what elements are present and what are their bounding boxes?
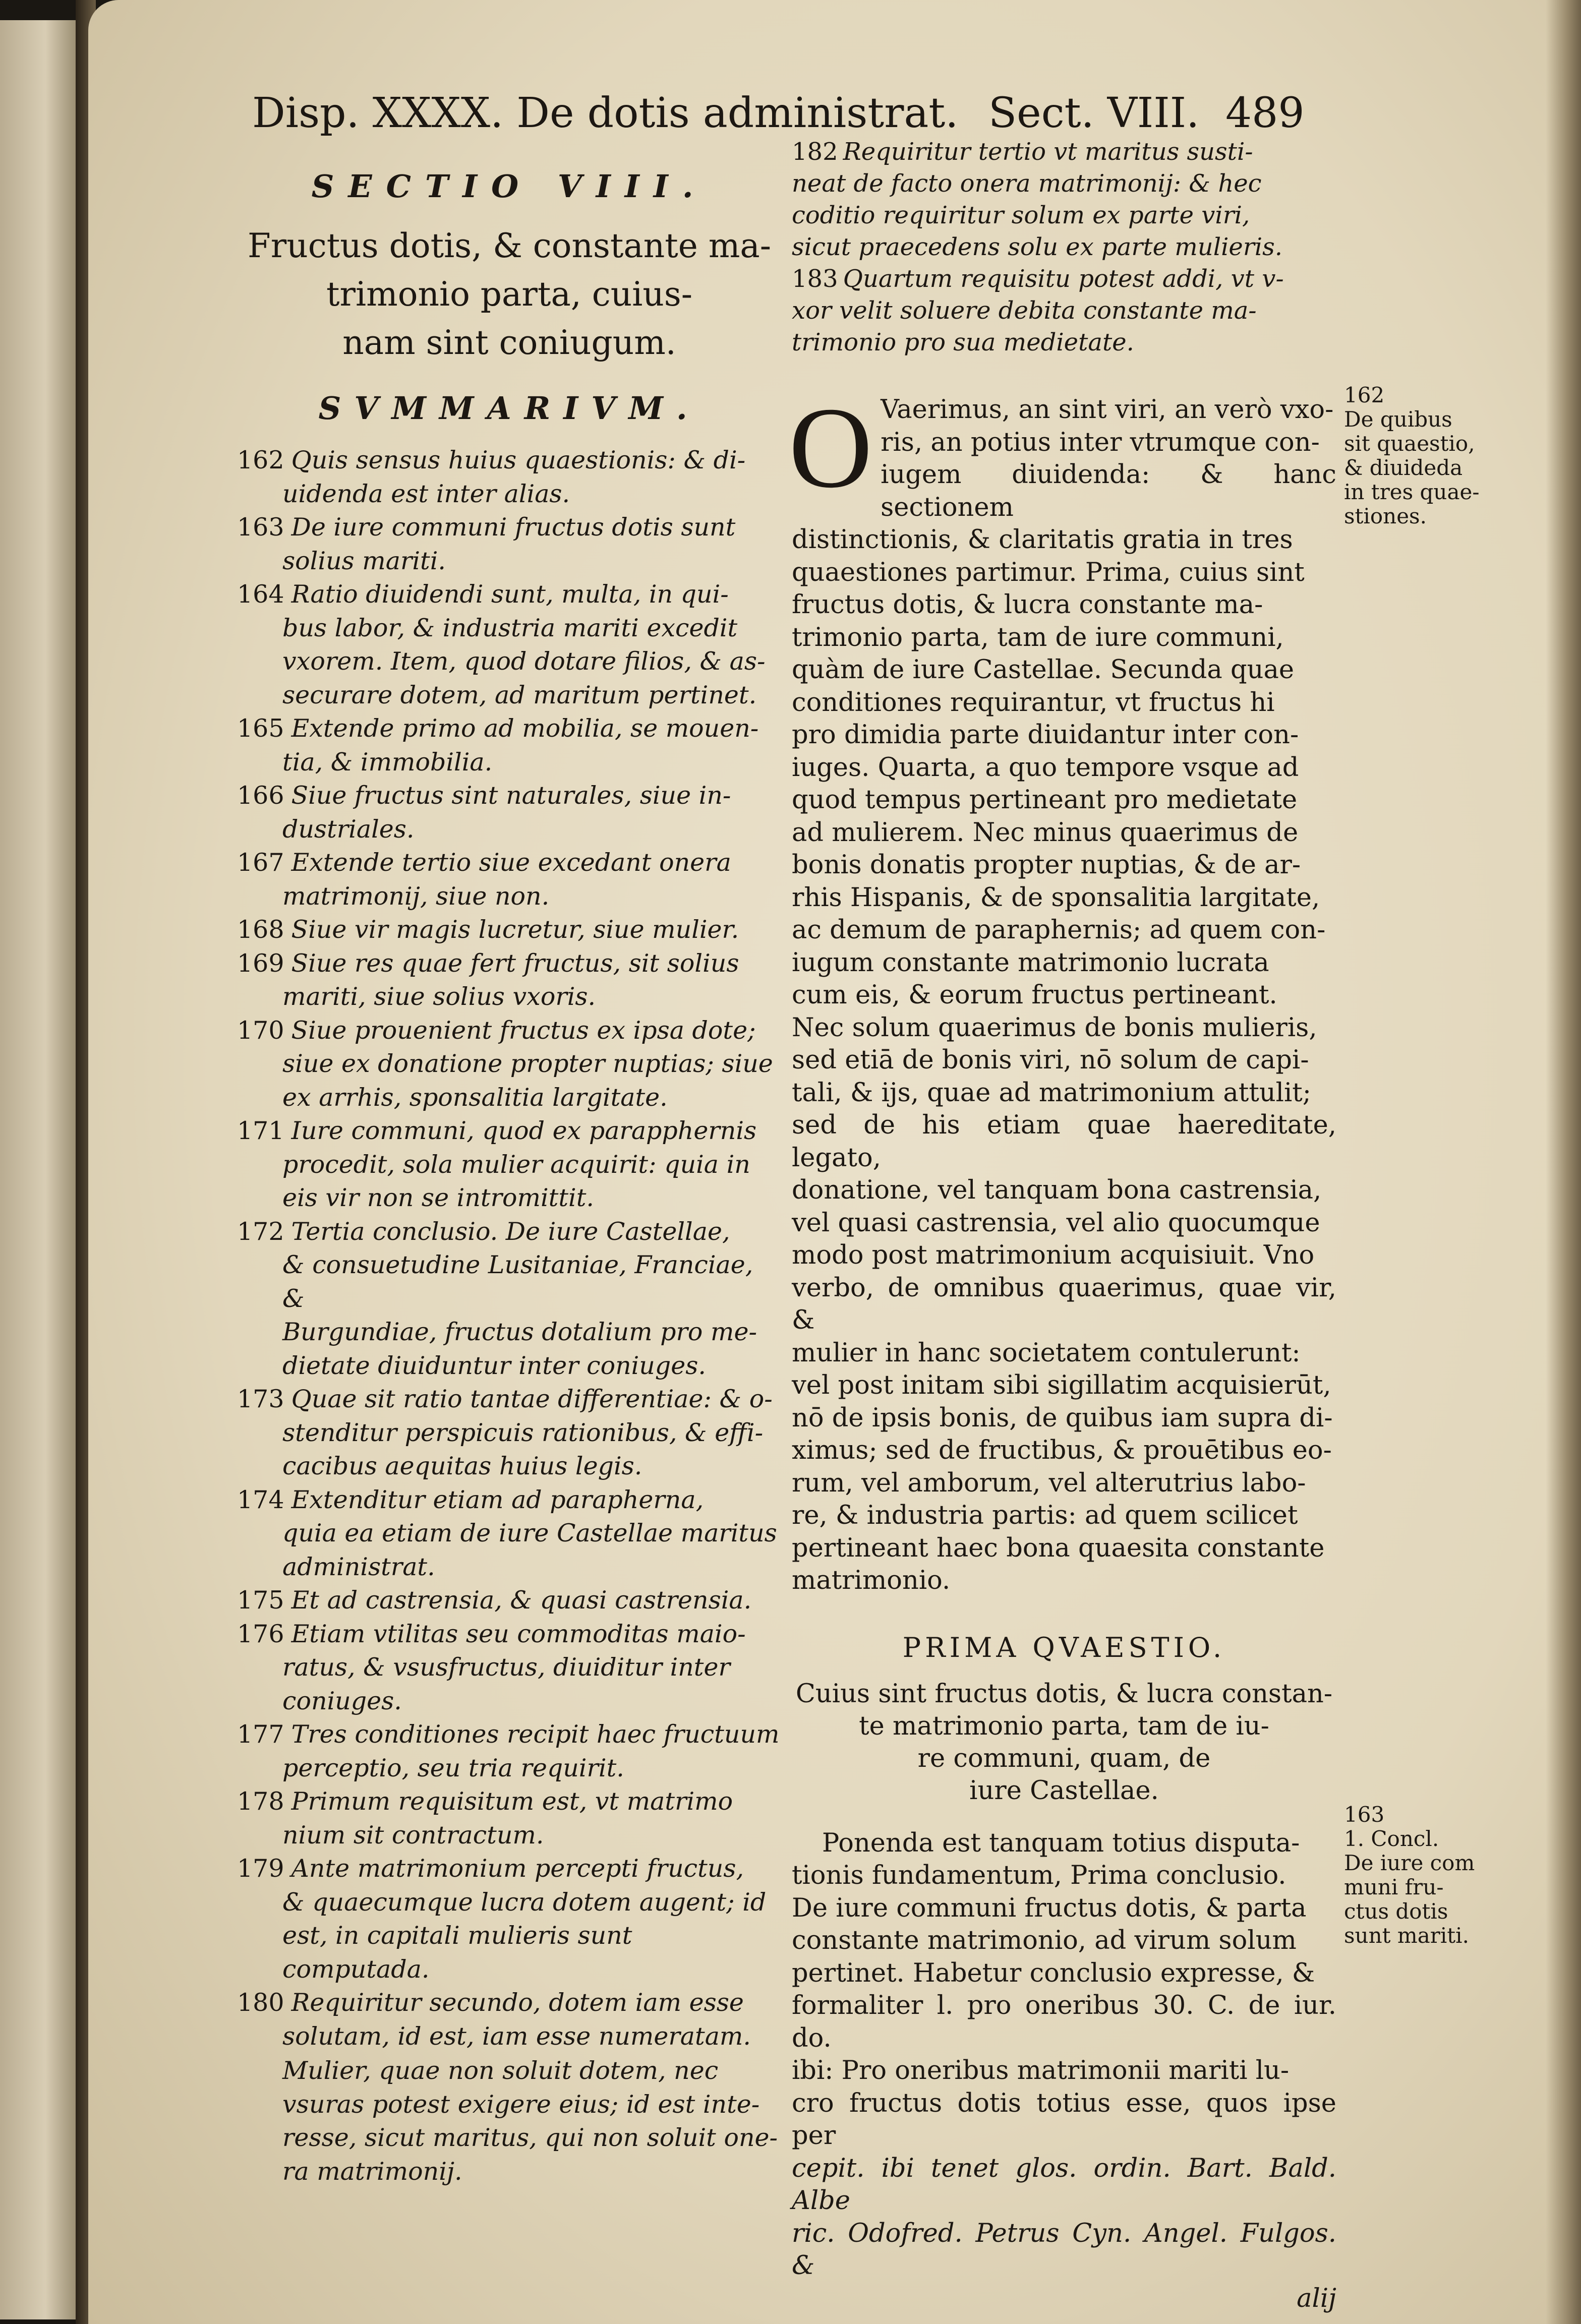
summary-tail (237, 2054, 782, 2188)
main-paragraph-line: iugum constante matrimonio lucrata (792, 947, 1269, 978)
question-heading-line: re communi, quam, de (917, 1743, 1211, 1773)
main-paragraph-line: pro dimidia parte diuidantur inter con- (792, 720, 1299, 750)
summary-item-number: 172 (237, 1217, 284, 1246)
summary-item-number: 167 (237, 848, 284, 877)
summary-item-first-line (237, 712, 782, 746)
main-paragraph-line: tali, & ijs, quae ad matrimonium attulit; (792, 1078, 1311, 1108)
summary-item-number: 175 (237, 1586, 284, 1615)
summary-item-first-line (237, 947, 782, 981)
running-header (252, 86, 1336, 141)
summary-item-text: Siue prouenient fructus ex ipsa dote; (291, 1016, 756, 1045)
summary-item (237, 1718, 782, 1785)
summary-item-continuation: securare dotem, ad maritum pertinet. (282, 680, 757, 709)
main-paragraph-line: ac demum de paraphernis; ad quem con- (792, 915, 1326, 945)
main-paragraph-line: quaestiones partimur. Prima, cuius sint (792, 557, 1305, 587)
summary-item-continuation: administrat. (282, 1552, 435, 1581)
main-paragraph-line: verbo, de omnibus quaerimus, quae vir, & (792, 1273, 1336, 1335)
requisite-line (792, 263, 1336, 295)
summary-item-continuation: coniuges. (282, 1686, 402, 1715)
summary-item-number: 166 (237, 781, 284, 810)
summary-item-first-line (237, 1584, 782, 1618)
main-paragraph-line: cum eis, & eorum fructus pertineant. (792, 980, 1277, 1010)
summary-item-first-line (237, 1785, 782, 1819)
summary-item (237, 1383, 782, 1483)
summary-item-number: 168 (237, 915, 284, 944)
final-paragraph-line: pertinet. Habetur conclusio expresse, & (792, 1958, 1315, 1988)
margin-note-line: De quibus (1344, 407, 1452, 432)
main-paragraph-line: ad mulierem. Nec minus quaerimus de (792, 817, 1299, 848)
summary-item-continuation: cacibus aequitas huius legis. (282, 1452, 642, 1480)
summary-item-text: Iure communi, quod ex parapphernis (291, 1116, 757, 1145)
summary-item-text: Extende tertio siue excedant onera (291, 848, 731, 877)
summary-item-text: Extende primo ad mobilia, se mouen- (291, 714, 759, 743)
drop-cap: O (789, 383, 873, 512)
margin-note-line: muni fru- (1344, 1875, 1444, 1899)
margin-note-line: 162 (1344, 383, 1385, 407)
final-paragraph-line: tionis fundamentum, Prima conclusio. (792, 1861, 1286, 1890)
requisite-line (792, 136, 1336, 168)
summary-item (237, 1618, 782, 1718)
summary-item-number: 180 (237, 1988, 284, 2017)
margin-note-line: sunt mariti. (1344, 1923, 1469, 1948)
final-paragraph-line: De iure communi fructus dotis, & parta (792, 1893, 1307, 1923)
page-number: 489 (1225, 89, 1305, 137)
summary-item-continuation: uidenda est inter alias. (282, 479, 570, 508)
summary-item-continuation: tia, & immobilia. (282, 747, 493, 777)
requisite-text: trimonio pro sua medietate. (792, 328, 1134, 356)
left-column (237, 161, 782, 2188)
main-paragraph-line: pertineant haec bona quaesita constante (792, 1533, 1325, 1563)
margin-note-line: ctus dotis (1344, 1899, 1448, 1924)
requisite-number: 183 (792, 265, 838, 293)
main-paragraph-line: ximus; sed de fructibus, & prouētibus eo- (792, 1436, 1332, 1465)
summary-item (237, 444, 782, 511)
summary-item-number: 164 (237, 580, 284, 609)
main-paragraph-line: quod tempus pertineant pro medietate (792, 785, 1298, 815)
summary-tail-line: resse, sicut maritus, qui non soluit one- (282, 2123, 778, 2152)
summary-item-continuation: dustriales. (282, 814, 415, 844)
requisite-text: xor velit soluere debita constante ma- (792, 296, 1257, 325)
summary-item-number: 170 (237, 1016, 284, 1045)
requisite-line (792, 200, 1336, 231)
main-paragraph-line: vel post initam sibi sigillatim acquisierūt, (792, 1370, 1331, 1400)
main-paragraph-line: Nec solum quaerimus de bonis mulieris, (792, 1012, 1317, 1043)
summary-item-text: Primum requisitum est, vt matrimo (291, 1787, 733, 1816)
summary-item-text: Etiam vtilitas seu commoditas maio- (291, 1619, 746, 1648)
main-paragraph-line: iuges. Quarta, a quo tempore vsque ad (792, 752, 1299, 783)
summary-item-first-line (237, 1986, 782, 2020)
summary-item-first-line (237, 1618, 782, 1651)
margin-note-upper (1344, 383, 1480, 528)
main-paragraph-line: rum, vel amborum, vel alterutrius labo- (792, 1468, 1306, 1498)
summary-item-text: Quae sit ratio tantae differentiae: & o- (291, 1385, 773, 1413)
summary-tail-line: ra matrimonij. (282, 2157, 462, 2186)
final-paragraph-line: cro fructus dotis totius esse, quos ipse per (792, 2088, 1336, 2151)
summary-item-continuation: vxorem. Item, quod dotare filios, & as- (282, 647, 766, 676)
summary-item (237, 1114, 782, 1215)
summary-item-continuation: est, in capitali mulieris sunt computada. (282, 1921, 632, 1984)
summary-item-text: Extenditur etiam ad parapherna, (291, 1485, 704, 1514)
summary-list (237, 444, 782, 2053)
summary-item-continuation: matrimonij, siue non. (282, 881, 550, 911)
requisite-line (792, 168, 1336, 200)
summary-title: SVMMARIVM. (318, 390, 700, 427)
summary-item-number: 169 (237, 948, 284, 978)
summary-item-continuation: solius mariti. (282, 546, 446, 575)
summary-item-first-line (237, 1215, 782, 1249)
summary-item-continuation: procedit, sola mulier acquirit: quia in (282, 1150, 750, 1179)
summary-item (237, 1014, 782, 1115)
summary-item (237, 913, 782, 947)
margin-note-lower (1344, 1803, 1475, 1948)
section-title: SECTIO VIII. (311, 168, 708, 205)
right-column (789, 136, 1336, 2315)
summary-item-continuation: & quaecumque lucra dotem augent; id (282, 1887, 767, 1917)
summary-item-text: Requiritur secundo, dotem iam esse (291, 1988, 744, 2017)
section-heading-line: Fructus dotis, & constante ma- (247, 226, 772, 265)
summary-item (237, 779, 782, 846)
question-heading (792, 1678, 1336, 1807)
margin-note-line: stiones. (1344, 504, 1427, 528)
summary-item-text: Tertia conclusio. De iure Castellae, (291, 1217, 730, 1246)
final-paragraph-line: alij (1297, 2283, 1336, 2313)
summary-item-first-line (237, 1852, 782, 1886)
summary-item-text: Siue res quae fert fructus, sit solius (291, 948, 739, 978)
summary-item-text: Quis sensus huius quaestionis: & di- (291, 446, 746, 474)
summary-item-first-line (237, 779, 782, 813)
summary-item-text: Siue fructus sint naturales, siue in- (291, 781, 731, 810)
main-paragraph-lines (792, 394, 1336, 1597)
requisite-text: neat de facto onera matrimonij: & hec (792, 169, 1262, 198)
main-paragraph-line: vel quasi castrensia, vel alio quocumque (792, 1208, 1320, 1238)
requisite-text: sicut praecedens solu ex parte mulieris. (792, 233, 1283, 261)
summary-tail-line: Mulier, quae non soluit dotem, nec (282, 2056, 719, 2085)
main-paragraph-line: nō de ipsis bonis, de quibus iam supra di- (792, 1403, 1333, 1433)
summary-item-number: 163 (237, 513, 284, 542)
summary-item (237, 712, 782, 779)
summary-item-continuation: ex arrhis, sponsalitia largitate. (282, 1083, 668, 1112)
question-title: PRIMA QVAESTIO. (902, 1631, 1226, 1663)
summary-item-continuation: stenditur perspicuis rationibus, & effi- (282, 1418, 764, 1447)
summary-item-continuation: & consuetudine Lusitaniae, Franciae, & (282, 1250, 753, 1313)
section-heading-line: trimonio parta, cuius- (326, 275, 693, 314)
final-paragraph-line: ric. Odofred. Petrus Cyn. Angel. Fulgos. & (792, 2218, 1336, 2281)
header-section: Sect. VIII. (988, 89, 1200, 137)
summary-item-first-line (237, 913, 782, 947)
main-paragraph-line: sed de his etiam quae haereditate, legato, (792, 1110, 1336, 1173)
requisites-list (792, 136, 1336, 359)
summary-item-continuation: quia ea etiam de iure Castellae maritus (282, 1519, 777, 1547)
summary-item-continuation: siue ex donatione propter nuptias; siue (282, 1049, 773, 1078)
margin-note-line: & diuideda (1344, 455, 1463, 480)
summary-item-continuation: ratus, & vsusfructus, diuiditur inter (282, 1653, 730, 1682)
summary-item-number: 179 (237, 1854, 284, 1883)
summary-item-first-line (237, 444, 782, 478)
margin-note-line: 1. Concl. (1344, 1826, 1439, 1851)
main-paragraph-line: ris, an potius inter vtrumque con- (881, 427, 1320, 457)
main-paragraph-line: fructus dotis, & lucra constante ma- (792, 590, 1263, 620)
summary-item-continuation: dietate diuiduntur inter coniuges. (282, 1351, 706, 1380)
summary-item-first-line (237, 1718, 782, 1752)
summary-item-first-line (237, 511, 782, 545)
margin-note-line: 163 (1344, 1802, 1385, 1827)
summary-item-continuation: Burgundiae, fructus dotalium pro me- (282, 1318, 757, 1346)
final-paragraph (792, 1827, 1336, 2315)
summary-item (237, 947, 782, 1014)
summary-item-first-line (237, 846, 782, 880)
summary-item-first-line (237, 578, 782, 612)
summary-item (237, 1483, 782, 1584)
question-heading-line: iure Castellae. (969, 1775, 1159, 1806)
requisite-line (792, 327, 1336, 359)
summary-item (237, 1215, 782, 1383)
summary-item-number: 174 (237, 1485, 284, 1514)
final-paragraph-line: ibi: Pro oneribus matrimonii mariti lu- (792, 2056, 1290, 2085)
main-paragraph-line: donatione, vel tanquam bona castrensia, (792, 1175, 1322, 1205)
question-heading-line: te matrimonio parta, tam de iu- (859, 1711, 1269, 1741)
requisite-text: Quartum requisitu potest addi, vt v- (843, 265, 1284, 293)
main-paragraph-line: bonis donatis propter nuptias, & de ar- (792, 850, 1301, 880)
main-paragraph-line: Vaerimus, an sint viri, an verò vxo- (881, 395, 1334, 425)
final-paragraph-line: constante matrimonio, ad virum solum (792, 1926, 1297, 1955)
requisite-line (792, 295, 1336, 327)
summary-item-first-line (237, 1383, 782, 1416)
summary-item-continuation: nium sit contractum. (282, 1820, 544, 1850)
summary-item-number: 171 (237, 1116, 284, 1145)
main-paragraph-line: rhis Hispanis, & de sponsalitia largitate, (792, 882, 1320, 913)
summary-item-number: 178 (237, 1787, 284, 1816)
section-heading (237, 222, 782, 373)
final-paragraph-line: formaliter l. pro oneribus 30. C. de iur. do. (792, 1991, 1336, 2053)
main-paragraph-line: conditiones requirantur, vt fructus hi (792, 687, 1275, 718)
main-paragraph-line: distinctionis, & claritatis gratia in tres (792, 525, 1293, 555)
summary-item-number: 176 (237, 1619, 284, 1648)
summary-item (237, 846, 782, 913)
summary-item-continuation: eis vir non se intromittit. (282, 1183, 594, 1212)
requisite-item (792, 136, 1336, 263)
requisite-text: Requiritur tertio vt maritus susti- (843, 138, 1253, 166)
main-paragraph-line: iugem diuidenda: & hanc sectionem (881, 460, 1336, 522)
header-title: Disp. XXXX. De dotis administrat. (252, 89, 959, 137)
summary-item-text: Et ad castrensia, & quasi castrensia. (291, 1586, 752, 1615)
question-heading-line: Cuius sint fructus dotis, & lucra constan- (795, 1679, 1333, 1709)
previous-page-edge (0, 20, 76, 2319)
summary-item-text: Ante matrimonium percepti fructus, (291, 1854, 744, 1883)
requisite-item (792, 263, 1336, 359)
summary-item-text: Tres conditiones recipit haec fructuum (291, 1720, 780, 1749)
main-paragraph-line: sed etiā de bonis viri, nō solum de capi- (792, 1045, 1309, 1075)
summary-item (237, 1584, 782, 1618)
main-paragraph-line: re, & industria partis: ad quem scilicet (792, 1501, 1298, 1530)
summary-item-continuation: solutam, id est, iam esse numeratam. (282, 2021, 751, 2051)
summary-item (237, 1986, 782, 2053)
summary-item-number: 165 (237, 714, 284, 743)
main-paragraph (789, 383, 1336, 1597)
summary-item-number: 177 (237, 1720, 284, 1749)
summary-item-continuation: mariti, siue solius vxoris. (282, 982, 596, 1011)
summary-item (237, 1852, 782, 1986)
main-paragraph-line: modo post matrimonium acquisiuit. Vno (792, 1240, 1315, 1270)
main-paragraph-line: matrimonio. (792, 1566, 951, 1595)
margin-note-line: De iure com (1344, 1851, 1475, 1875)
summary-item-first-line (237, 1014, 782, 1048)
final-paragraph-line: cepit. ibi tenet glos. ordin. Bart. Bald. Albe (792, 2153, 1336, 2216)
summary-item-text: Siue vir magis lucretur, siue mulier. (291, 915, 739, 944)
summary-tail-line: vsuras potest exigere eius; id est inte- (282, 2090, 760, 2119)
summary-item (237, 578, 782, 712)
final-paragraph-line: Ponenda est tanquam totius disputa- (822, 1828, 1300, 1858)
summary-item-first-line (237, 1483, 782, 1517)
summary-item-first-line (237, 1114, 782, 1148)
summary-item (237, 1785, 782, 1852)
margin-note-line: sit quaestio, (1344, 431, 1475, 456)
section-heading-line: nam sint coniugum. (342, 323, 676, 362)
summary-item-continuation: perceptio, seu tria requirit. (282, 1753, 624, 1782)
main-paragraph-line: mulier in hanc societatem contulerunt: (792, 1338, 1301, 1368)
requisite-text: coditio requiritur solum ex parte viri, (792, 201, 1250, 229)
summary-item (237, 511, 782, 578)
summary-item-text: Ratio diuidendi sunt, multa, in qui- (291, 580, 729, 609)
requisite-number: 182 (792, 138, 838, 166)
summary-item-continuation: bus labor, & industria mariti excedit (282, 613, 738, 642)
main-paragraph-line: quàm de iure Castellae. Secunda quae (792, 655, 1295, 685)
margin-note-line: in tres quae- (1344, 480, 1480, 504)
main-paragraph-line: trimonio parta, tam de iure communi, (792, 622, 1284, 652)
summary-item-number: 162 (237, 446, 284, 474)
summary-item-text: De iure communi fructus dotis sunt (291, 513, 736, 542)
summary-item-number: 173 (237, 1385, 284, 1413)
requisite-line (792, 231, 1336, 263)
